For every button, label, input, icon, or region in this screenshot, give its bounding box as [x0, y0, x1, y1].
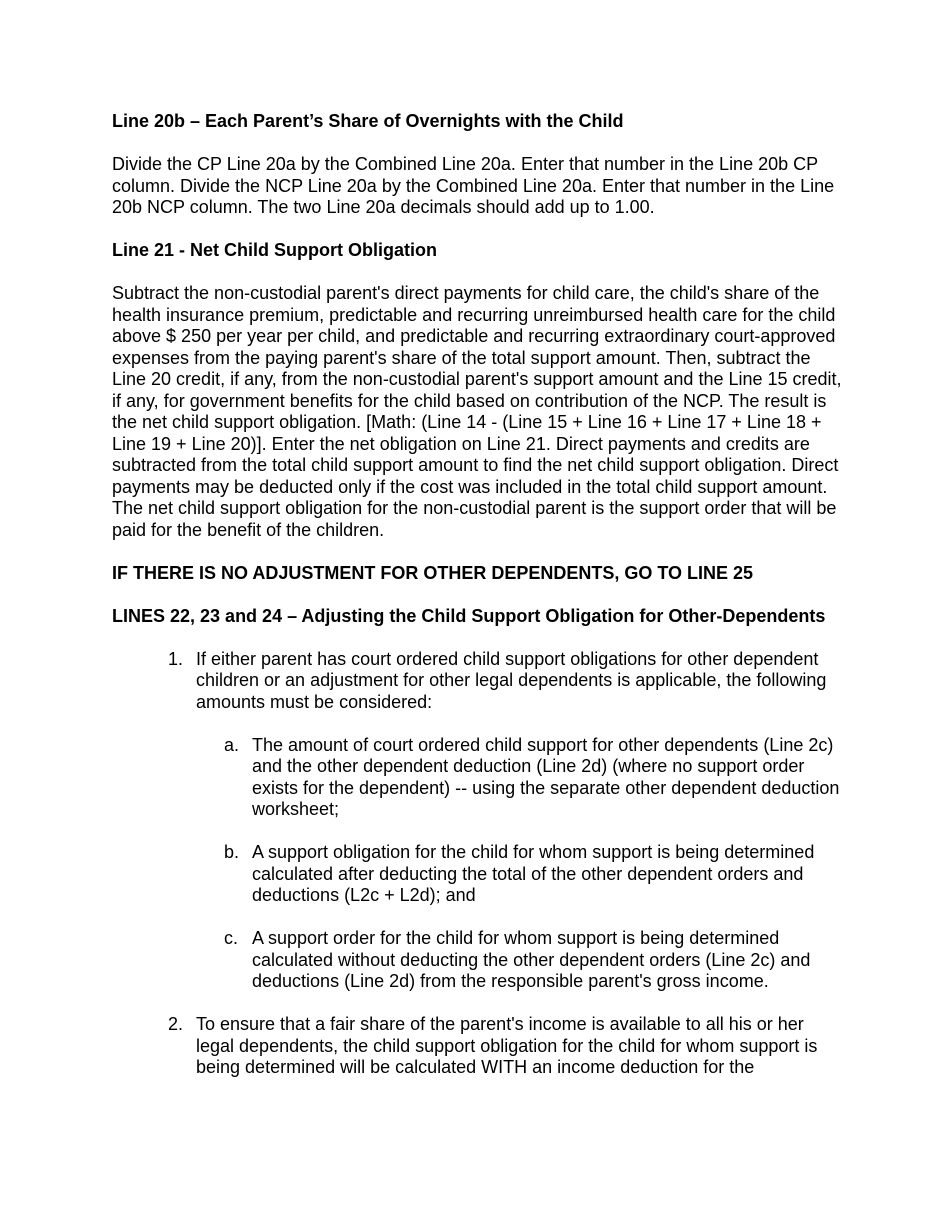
spacer: [196, 713, 842, 735]
spacer: [112, 627, 842, 649]
spacer: [112, 541, 842, 563]
paragraph-line-21: Subtract the non-custodial parent's direct payments for child care, the child's share of the health insurance premium, predictable and recurring unreimbursed health care for the child above $ 250 per year per child, and predictable and recurring extraordinary court-approved expenses from the paying parent's share of the total support amount. Then, subtract the Line 20 credit, if any, from the non-custodial parent's support amount and the Line 15 credit, if any, for government benefits for the child based on contribution of the NCP. The result is the net child support obligation. [Math: (Line 14 - (Line 15 + Line 16 + Line 17 + Line 18 + Line 19 + Line 20)]. Enter the net obligation on Line 21. Direct payments and credits are subtracted from the total child support amount to find the net child support obligation. Direct payments may be deducted only if the cost was included in the total child support amount. The net child support obligation for the non-custodial parent is the support order that will be paid for the benefit of the children.: [112, 283, 842, 540]
spacer: [196, 907, 842, 929]
spacer: [196, 821, 842, 843]
sub-list-item-letter: c.: [224, 928, 239, 948]
list-item: [112, 1014, 842, 1079]
notice-go-to-line-25: IF THERE IS NO ADJUSTMENT FOR OTHER DEPENDENTS, GO TO LINE 25: [112, 562, 754, 583]
list-item-text: To ensure that a fair share of the parent's income is available to all his or her legal dependents, the child support obligation for the child for whom support is being determined will be calculated WITH an income deduction for the: [196, 1014, 818, 1077]
sub-list-item-letter: b.: [224, 842, 240, 862]
spacer: [112, 219, 842, 241]
list-item-number: 2.: [168, 1014, 184, 1034]
section-heading-line-20b: Line 20b – Each Parent’s Share of Overnights with the Child: [112, 111, 624, 131]
sub-list-item: [196, 735, 842, 821]
sub-list-item-letter: a.: [224, 734, 240, 755]
sub-list-item-text: The amount of court ordered child support for other dependents (Line 2c) and the other dependent deduction (Line 2d) (where no support order exists for the dependent) -- using the separate other dependent deduction worksheet;: [252, 734, 840, 819]
sub-list-item: [196, 842, 842, 907]
list-item-text: If either parent has court ordered child support obligations for other dependent children or an adjustment for other legal dependents is applicable, the following amounts must be considered:: [196, 648, 827, 712]
document-page: [112, 111, 842, 1079]
spacer: [112, 993, 842, 1015]
sub-list-item-text: A support obligation for the child for whom support is being determined calculated after deducting the total of the other dependent orders and deductions (L2c + L2d); and: [252, 842, 815, 905]
section-heading-line-21: Line 21 - Net Child Support Obligation: [112, 240, 437, 260]
sub-list-item: [196, 928, 842, 993]
lettered-list: [196, 735, 842, 993]
spacer: [112, 262, 842, 284]
paragraph-line-20b: Divide the CP Line 20a by the Combined Line 20a. Enter that number in the Line 20b CP column. Divide the NCP Line 20a by the Combined Line 20a. Enter that number in the Line 20b NCP column. The two Line 20a decimals should add up to 1.00.: [112, 154, 835, 217]
section-heading-lines-22-24: LINES 22, 23 and 24 – Adjusting the Child Support Obligation for Other-Dependents: [112, 605, 826, 626]
sub-list-item-text: A support order for the child for whom support is being determined calculated without deducting the other dependent orders (Line 2c) and deductions (Line 2d) from the responsible parent's gross income.: [252, 928, 811, 991]
list-item: [112, 649, 842, 993]
spacer: [112, 133, 842, 155]
list-item-number: 1.: [168, 648, 184, 669]
numbered-list: [112, 649, 842, 1079]
spacer: [112, 584, 842, 606]
